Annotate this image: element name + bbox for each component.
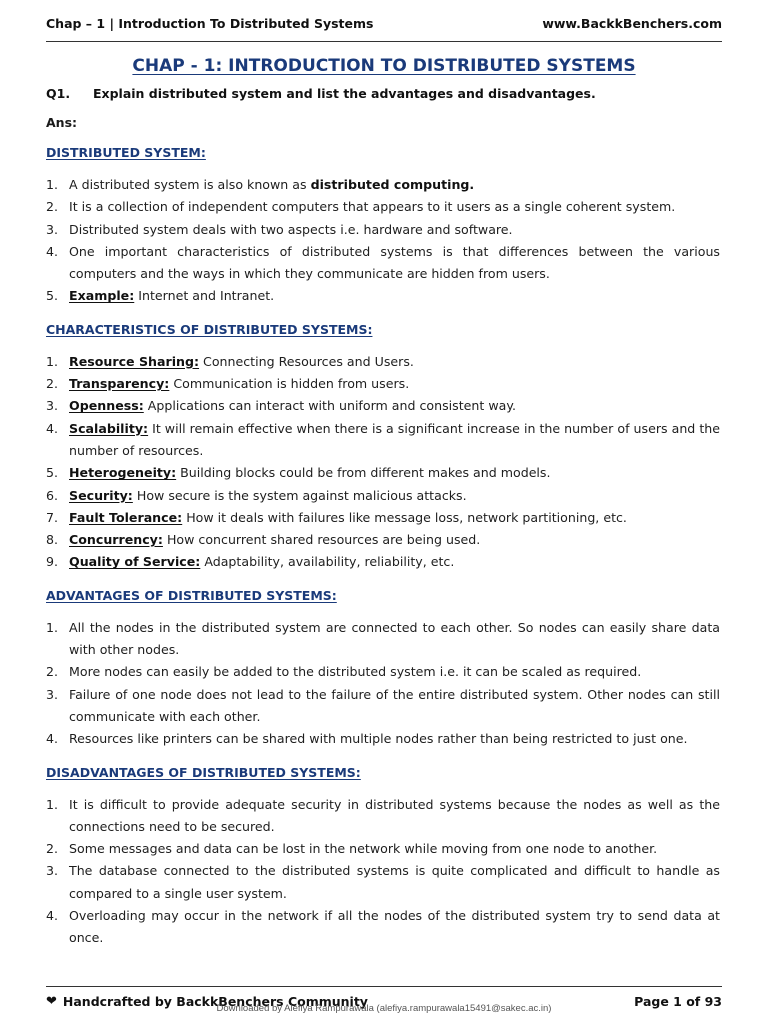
list-item-body: Failure of one node does not lead to the failure of the entire distributed system. Other nodes can still communicate with each other. [69, 686, 720, 724]
header-website-link[interactable]: www.BackkBenchers.com [542, 16, 722, 31]
list-item-number: 2. [46, 664, 59, 680]
list-item-number: 1. [46, 619, 59, 635]
question-text: Explain distributed system and list the advantages and disadvantages. [93, 86, 596, 101]
list-item-body: Building blocks could be from different makes and models. [176, 465, 551, 481]
section-title-distributed-system: DISTRIBUTED SYSTEM: [46, 145, 206, 160]
list-item-text [69, 485, 720, 507]
list-item [46, 485, 720, 507]
list-item-term: Example: [69, 288, 135, 304]
page-title: CHAP - 1: INTRODUCTION TO DISTRIBUTED SYSTEMS [132, 56, 636, 76]
header-chapter-title: Chap – 1 | Introduction To Distributed Systems [46, 16, 374, 31]
list-item [46, 838, 720, 860]
list-item [46, 684, 720, 729]
list-item-body: More nodes can easily be added to the distributed system i.e. it can be scaled as required. [69, 664, 642, 680]
list-item-number: 5. [46, 288, 59, 304]
heart-icon: ❤ [46, 994, 57, 1009]
list-item-term: Resource Sharing: [69, 353, 200, 369]
list-item-text [69, 395, 720, 417]
list-item-body: It will remain effective when there is a significant increase in the number of users and the number of resources. [69, 420, 720, 458]
section-title-disadvantages: DISADVANTAGES OF DISTRIBUTED SYSTEMS: [46, 764, 361, 780]
list-item [46, 661, 720, 683]
list-item-text [69, 860, 720, 905]
download-watermark: Downloaded by Alefiya Rampurawala (alefiya.rampurawala15491@sakec.ac.in) [216, 1003, 552, 1014]
answer-label: Ans: [46, 115, 78, 130]
list-item-term: Heterogeneity: [69, 465, 177, 481]
list-item-body: Connecting Resources and Users. [199, 353, 414, 369]
list-disadvantages [46, 794, 720, 950]
list-item-text [69, 418, 720, 463]
question [46, 86, 720, 106]
list-item [46, 507, 720, 529]
list-item-number: 9. [46, 554, 59, 570]
list-item-body: How concurrent shared resources are being used. [162, 532, 481, 548]
section-title-advantages: ADVANTAGES OF DISTRIBUTED SYSTEMS: [46, 587, 337, 603]
list-distributed-system [46, 174, 720, 308]
list-item-body: One important characteristics of distributed systems is that differences between the various computers and the ways in which they communicate are hidden from users. [69, 243, 720, 282]
list-item [46, 617, 720, 662]
list-item-number: 1. [46, 353, 59, 369]
list-item-lead-text: A distributed system is also known as [69, 177, 311, 192]
list-item-number: 5. [46, 465, 59, 481]
list-item-number: 2. [46, 376, 59, 392]
list-item-text [69, 905, 720, 950]
list-item [46, 174, 720, 196]
list-item-term: Security: [69, 487, 133, 503]
list-item-body: Resources like printers can be shared with multiple nodes rather than being restricted to just one. [69, 731, 688, 747]
list-item-text [69, 507, 720, 529]
list-item-text [69, 684, 720, 729]
list-item [46, 219, 720, 241]
list-item-body: How it deals with failures like message loss, network partitioning, etc. [182, 509, 627, 525]
list-item [46, 462, 720, 484]
document-body [46, 86, 720, 950]
list-item-number: 4. [46, 420, 59, 436]
list-item [46, 196, 720, 218]
list-item-body: Distributed system deals with two aspects i.e. hardware and software. [69, 221, 513, 237]
list-item-term: Concurrency: [69, 532, 163, 548]
list-item-body: Overloading may occur in the network if all the nodes of the distributed system try to send data at once. [69, 908, 720, 946]
list-item-number: 7. [46, 509, 59, 525]
list-item-body: Communication is hidden from users. [169, 376, 410, 392]
list-item [46, 794, 720, 839]
list-item-number: 3. [46, 686, 59, 702]
list-item-body: Adaptability, availability, reliability, etc. [200, 554, 455, 570]
list-item-number: 3. [46, 398, 59, 414]
list-item-body: Some messages and data can be lost in the network while moving from one node to another. [69, 841, 658, 857]
list-item-text [69, 794, 720, 839]
list-advantages [46, 617, 720, 751]
list-item-text [69, 617, 720, 662]
list-item-number: 8. [46, 532, 59, 548]
list-item-body: It is difficult to provide adequate security in distributed systems because the nodes as well as the connections need to be secured. [69, 796, 720, 834]
list-item-text [69, 351, 720, 373]
list-item [46, 860, 720, 905]
list-item [46, 351, 720, 373]
list-item-number: 4. [46, 908, 59, 924]
list-item-term: Quality of Service: [69, 554, 201, 570]
list-item-text [69, 196, 720, 218]
list-item-number: 6. [46, 487, 59, 503]
list-item [46, 529, 720, 551]
list-item-text [69, 529, 720, 551]
list-item-body: How secure is the system against malicious attacks. [132, 487, 467, 503]
list-item [46, 551, 720, 573]
list-item [46, 285, 720, 307]
list-item-body: It is a collection of independent computers that appears to it users as a single coherent system. [69, 199, 676, 215]
question-number: Q1. [46, 86, 71, 101]
page-header [46, 16, 722, 42]
page-number: Page 1 of 93 [634, 994, 722, 1009]
list-item-text [69, 219, 720, 241]
list-item [46, 418, 720, 463]
list-item-number: 1. [46, 177, 59, 192]
list-item-term: Openness: [69, 398, 144, 414]
list-item-body: The database connected to the distributed systems is quite complicated and difficult to handle as compared to a single user system. [69, 863, 720, 901]
list-item-number: 3. [46, 863, 59, 879]
list-item [46, 395, 720, 417]
list-item-body: All the nodes in the distributed system are connected to each other. So nodes can easily share data with other nodes. [69, 619, 720, 658]
list-item-body: Applications can interact with uniform and consistent way. [143, 398, 517, 414]
section-title-characteristics: CHARACTERISTICS OF DISTRIBUTED SYSTEMS: [46, 321, 373, 337]
list-item-number: 4. [46, 731, 59, 747]
list-item [46, 373, 720, 395]
list-item-text [69, 661, 720, 683]
list-item-term: Scalability: [69, 420, 149, 436]
list-item [46, 905, 720, 950]
list-item-term: Fault Tolerance: [69, 509, 183, 525]
list-characteristics [46, 351, 720, 574]
list-item-text [69, 551, 720, 573]
list-item [46, 241, 720, 286]
list-item-text [69, 373, 720, 395]
list-item-body: Internet and Intranet. [134, 288, 275, 304]
list-item-number: 4. [46, 243, 59, 259]
footer-credit-text: Handcrafted by BackkBenchers Community [62, 994, 368, 1009]
list-item-term: Transparency: [69, 376, 170, 392]
list-item-text [69, 285, 720, 307]
list-item-text [69, 174, 720, 196]
list-item-number: 2. [46, 841, 59, 857]
list-item-text [69, 728, 720, 750]
list-item-text [69, 838, 720, 860]
list-item-number: 3. [46, 221, 59, 237]
list-item [46, 728, 720, 750]
list-item-bold-text: distributed computing. [310, 177, 475, 192]
list-item-text [69, 241, 720, 286]
list-item-text [69, 462, 720, 484]
list-item-number: 1. [46, 796, 59, 812]
list-item-number: 2. [46, 199, 59, 215]
